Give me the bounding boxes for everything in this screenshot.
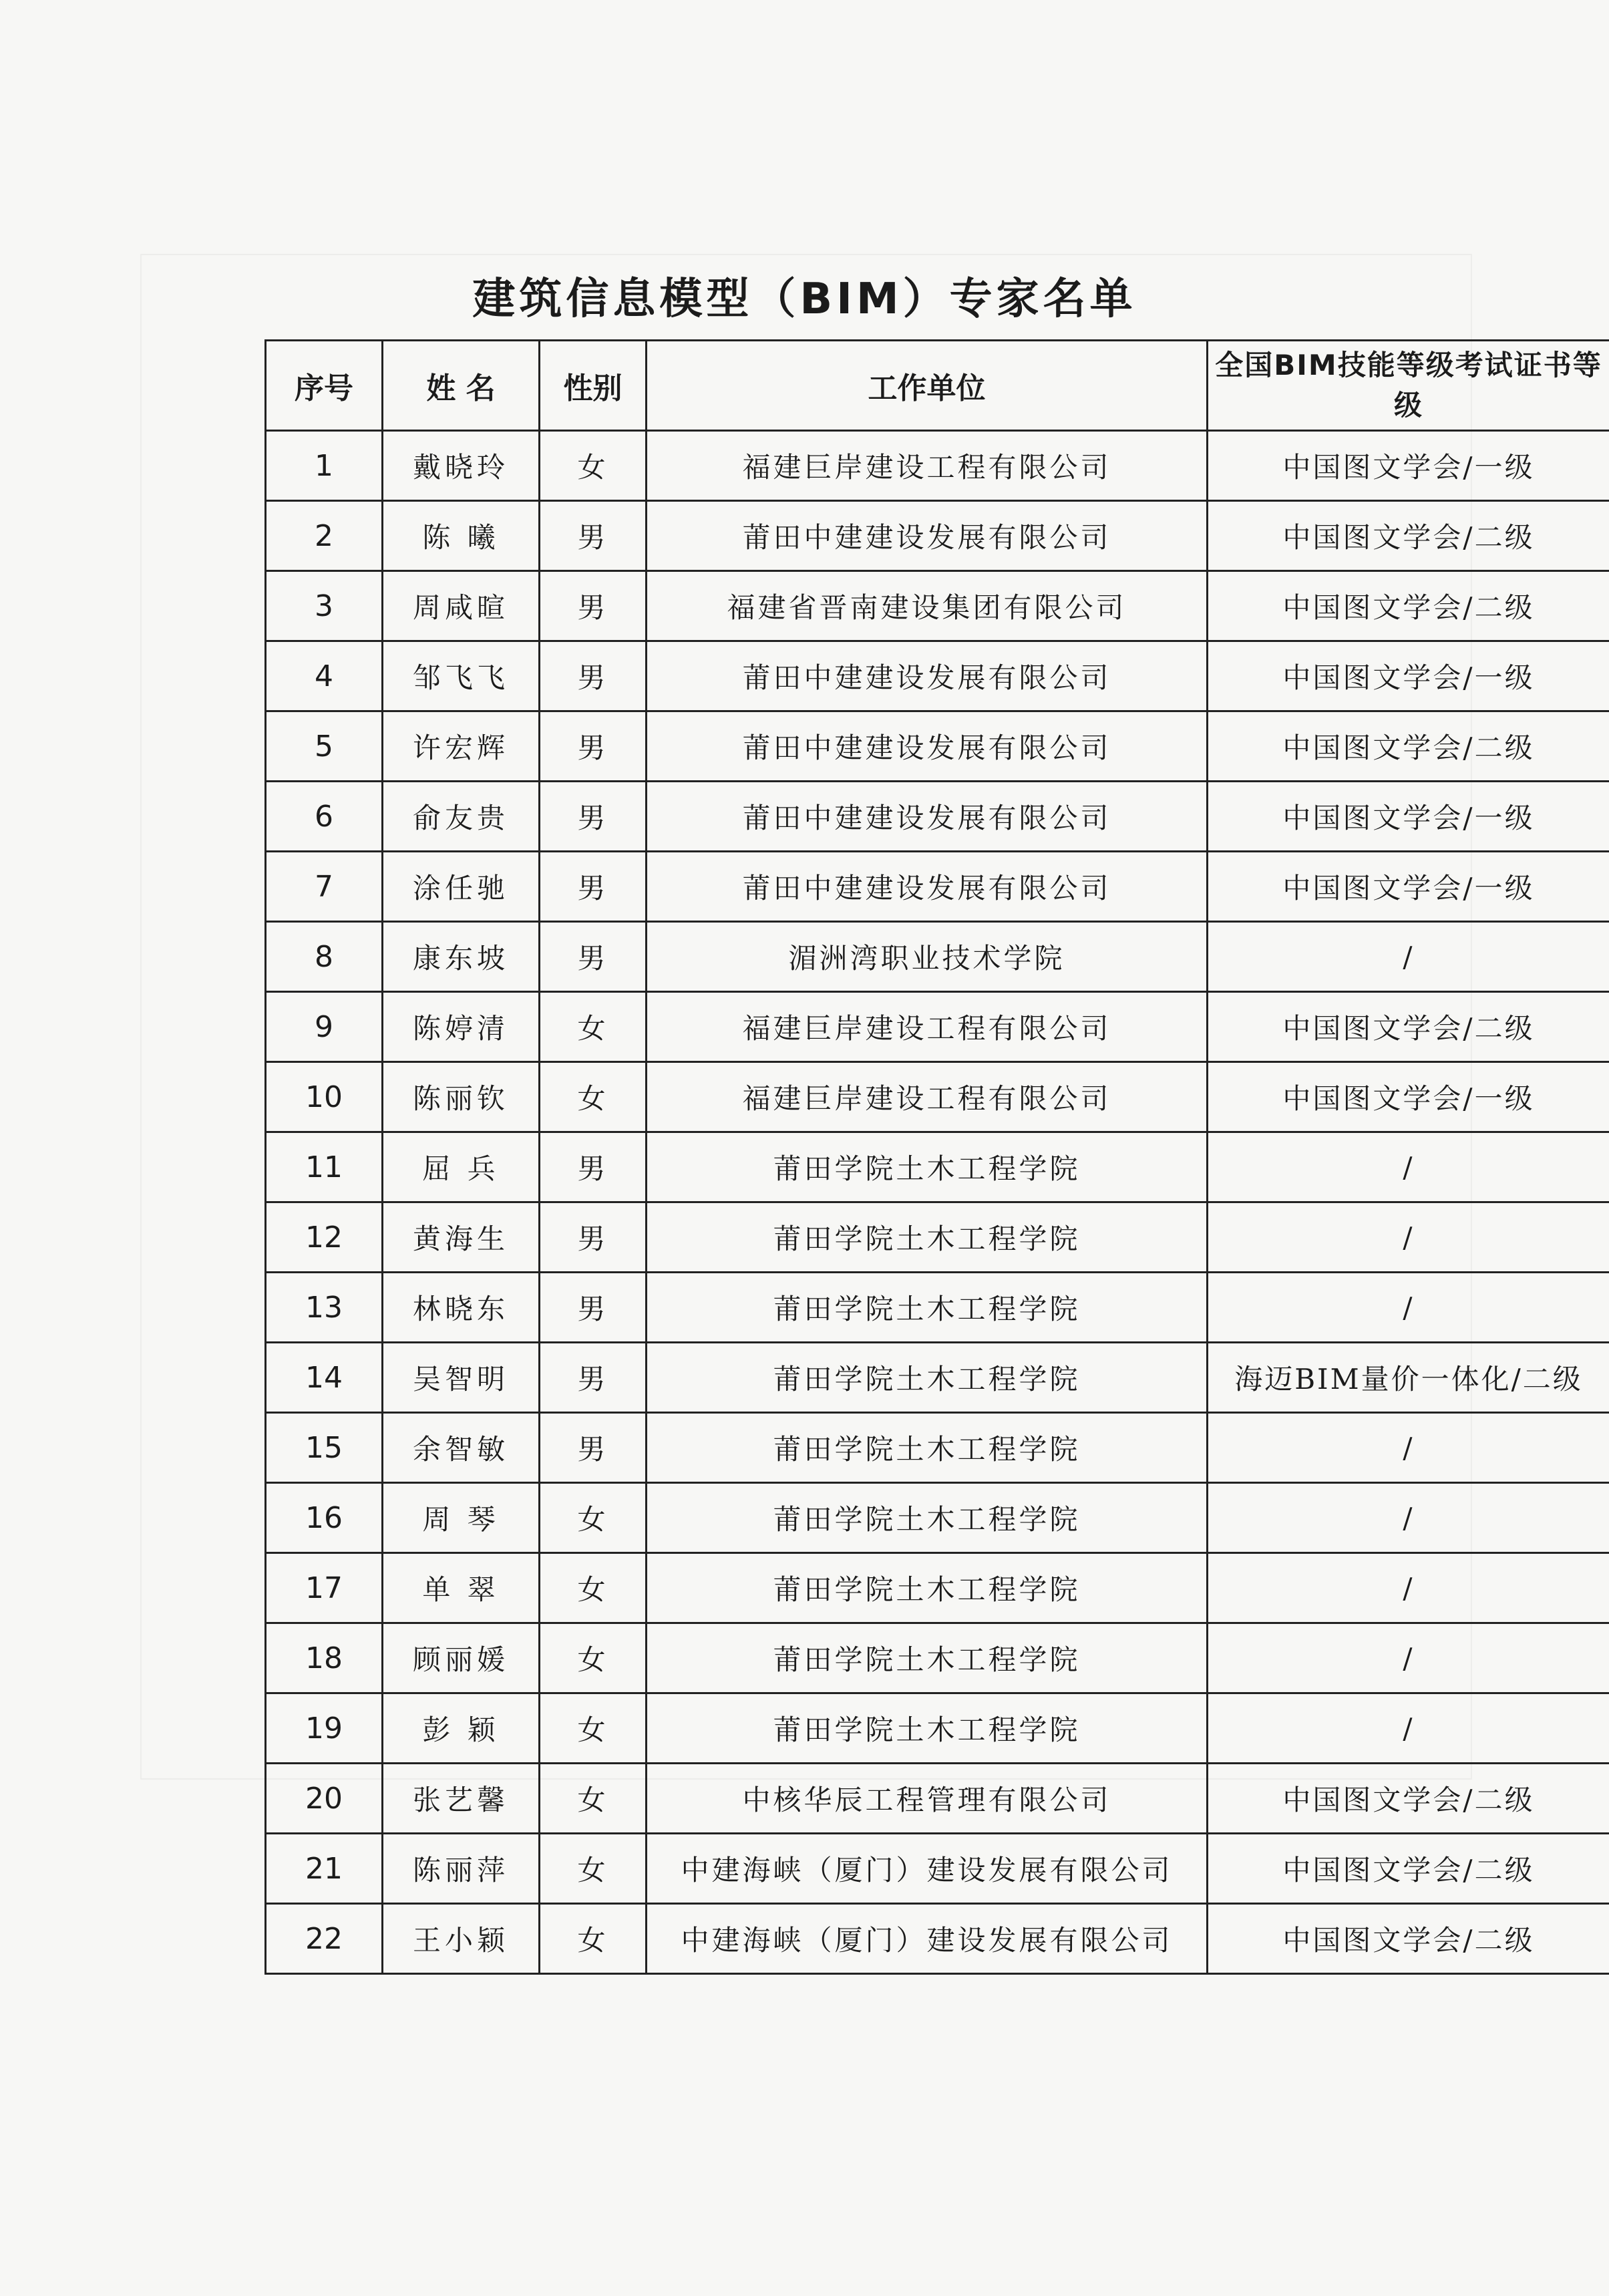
row-index: 18 [266,1623,383,1693]
table-row [266,501,1609,571]
row-name: 许宏辉 [383,711,540,782]
row-name: 陈 曦 [383,501,540,571]
expert-table [264,339,1609,1975]
row-gender: 男 [540,501,647,571]
row-index: 11 [266,1132,383,1202]
table-row [266,1202,1609,1273]
row-cert: 中国图文学会/一级 [1208,641,1609,711]
row-cert: 中国图文学会/二级 [1208,1904,1609,1974]
row-name: 康东坡 [383,922,540,992]
header-employer: 工作单位 [647,341,1208,431]
row-employer: 莆田学院土木工程学院 [647,1202,1208,1273]
row-employer: 莆田学院土木工程学院 [647,1553,1208,1623]
row-cert: 中国图文学会/二级 [1208,992,1609,1062]
row-cert: / [1208,1413,1609,1483]
row-index: 12 [266,1202,383,1273]
row-name: 黄海生 [383,1202,540,1273]
row-gender: 男 [540,711,647,782]
row-index: 17 [266,1553,383,1623]
row-employer: 莆田中建建设发展有限公司 [647,501,1208,571]
header-name: 姓 名 [383,341,540,431]
table-row [266,1693,1609,1764]
row-index: 15 [266,1413,383,1483]
row-cert: / [1208,1273,1609,1343]
row-employer: 莆田中建建设发展有限公司 [647,711,1208,782]
row-cert: / [1208,922,1609,992]
row-name: 张艺馨 [383,1764,540,1834]
table-row [266,1343,1609,1413]
row-index: 14 [266,1343,383,1413]
row-gender: 女 [540,1693,647,1764]
row-cert: 中国图文学会/二级 [1208,571,1609,641]
table-row [266,571,1609,641]
table-row [266,1764,1609,1834]
row-gender: 女 [540,1623,647,1693]
row-index: 13 [266,1273,383,1343]
row-gender: 女 [540,1764,647,1834]
row-name: 陈婷清 [383,992,540,1062]
row-gender: 女 [540,1062,647,1132]
table-row [266,852,1609,922]
row-index: 5 [266,711,383,782]
row-cert: / [1208,1202,1609,1273]
row-employer: 莆田学院土木工程学院 [647,1483,1208,1553]
row-cert: / [1208,1693,1609,1764]
row-name: 彭 颖 [383,1693,540,1764]
header-index: 序号 [266,341,383,431]
table-row [266,641,1609,711]
row-name: 陈丽钦 [383,1062,540,1132]
row-gender: 男 [540,1132,647,1202]
table-row [266,1273,1609,1343]
row-cert: 中国图文学会/一级 [1208,1062,1609,1132]
table-body [266,431,1609,1974]
header-cert: 全国BIM技能等级考试证书等级 [1208,341,1609,431]
row-employer: 莆田学院土木工程学院 [647,1343,1208,1413]
table-row [266,1132,1609,1202]
table-row [266,431,1609,501]
row-name: 王小颖 [383,1904,540,1974]
table-row [266,992,1609,1062]
row-gender: 男 [540,571,647,641]
row-index: 10 [266,1062,383,1132]
row-name: 邹飞飞 [383,641,540,711]
row-name: 吴智明 [383,1343,540,1413]
row-employer: 莆田中建建设发展有限公司 [647,782,1208,852]
row-name: 屈 兵 [383,1132,540,1202]
row-index: 2 [266,501,383,571]
row-gender: 女 [540,1834,647,1904]
row-name: 涂任驰 [383,852,540,922]
row-employer: 福建巨岸建设工程有限公司 [647,1062,1208,1132]
table-row [266,1413,1609,1483]
row-employer: 湄洲湾职业技术学院 [647,922,1208,992]
row-cert: 中国图文学会/一级 [1208,782,1609,852]
row-gender: 男 [540,1343,647,1413]
row-cert: / [1208,1553,1609,1623]
row-employer: 中建海峡（厦门）建设发展有限公司 [647,1834,1208,1904]
row-gender: 男 [540,782,647,852]
row-name: 俞友贵 [383,782,540,852]
row-name: 林晓东 [383,1273,540,1343]
row-employer: 莆田学院土木工程学院 [647,1273,1208,1343]
table-row [266,782,1609,852]
table-row [266,922,1609,992]
row-gender: 女 [540,431,647,501]
table-row [266,1904,1609,1974]
row-cert: 中国图文学会/二级 [1208,1764,1609,1834]
row-cert: 中国图文学会/二级 [1208,1834,1609,1904]
row-gender: 男 [540,1273,647,1343]
row-employer: 莆田学院土木工程学院 [647,1623,1208,1693]
row-name: 陈丽萍 [383,1834,540,1904]
table-row [266,711,1609,782]
row-employer: 莆田学院土木工程学院 [647,1132,1208,1202]
row-index: 1 [266,431,383,501]
row-index: 6 [266,782,383,852]
row-gender: 女 [540,1553,647,1623]
row-cert: / [1208,1623,1609,1693]
row-employer: 莆田中建建设发展有限公司 [647,641,1208,711]
row-index: 16 [266,1483,383,1553]
row-cert: 中国图文学会/二级 [1208,711,1609,782]
row-index: 4 [266,641,383,711]
row-cert: 中国图文学会/二级 [1208,501,1609,571]
row-index: 3 [266,571,383,641]
row-cert: / [1208,1132,1609,1202]
row-gender: 男 [540,1413,647,1483]
row-cert: / [1208,1483,1609,1553]
row-employer: 福建巨岸建设工程有限公司 [647,431,1208,501]
page-title: 建筑信息模型（BIM）专家名单 [472,275,1137,324]
row-name: 周 琴 [383,1483,540,1553]
row-employer: 莆田学院土木工程学院 [647,1413,1208,1483]
row-name: 顾丽媛 [383,1623,540,1693]
row-employer: 福建巨岸建设工程有限公司 [647,992,1208,1062]
row-employer: 莆田中建建设发展有限公司 [647,852,1208,922]
row-employer: 莆田学院土木工程学院 [647,1693,1208,1764]
row-gender: 男 [540,1202,647,1273]
row-name: 戴晓玲 [383,431,540,501]
row-index: 9 [266,992,383,1062]
row-index: 20 [266,1764,383,1834]
row-index: 7 [266,852,383,922]
row-gender: 女 [540,992,647,1062]
row-gender: 男 [540,641,647,711]
row-gender: 女 [540,1483,647,1553]
row-employer: 福建省晋南建设集团有限公司 [647,571,1208,641]
table-row [266,1062,1609,1132]
header-gender: 性别 [540,341,647,431]
row-cert: 海迈BIM量价一体化/二级 [1208,1343,1609,1413]
row-employer: 中核华辰工程管理有限公司 [647,1764,1208,1834]
row-gender: 女 [540,1904,647,1974]
row-index: 22 [266,1904,383,1974]
table-row [266,1834,1609,1904]
row-gender: 男 [540,852,647,922]
row-index: 8 [266,922,383,992]
table-row [266,1623,1609,1693]
row-name: 单 翠 [383,1553,540,1623]
row-cert: 中国图文学会/一级 [1208,431,1609,501]
row-cert: 中国图文学会/一级 [1208,852,1609,922]
row-employer: 中建海峡（厦门）建设发展有限公司 [647,1904,1208,1974]
table-header-row [266,341,1609,431]
row-name: 余智敏 [383,1413,540,1483]
row-index: 21 [266,1834,383,1904]
row-gender: 男 [540,922,647,992]
table-row [266,1483,1609,1553]
table-row [266,1553,1609,1623]
row-name: 周咸暄 [383,571,540,641]
row-index: 19 [266,1693,383,1764]
